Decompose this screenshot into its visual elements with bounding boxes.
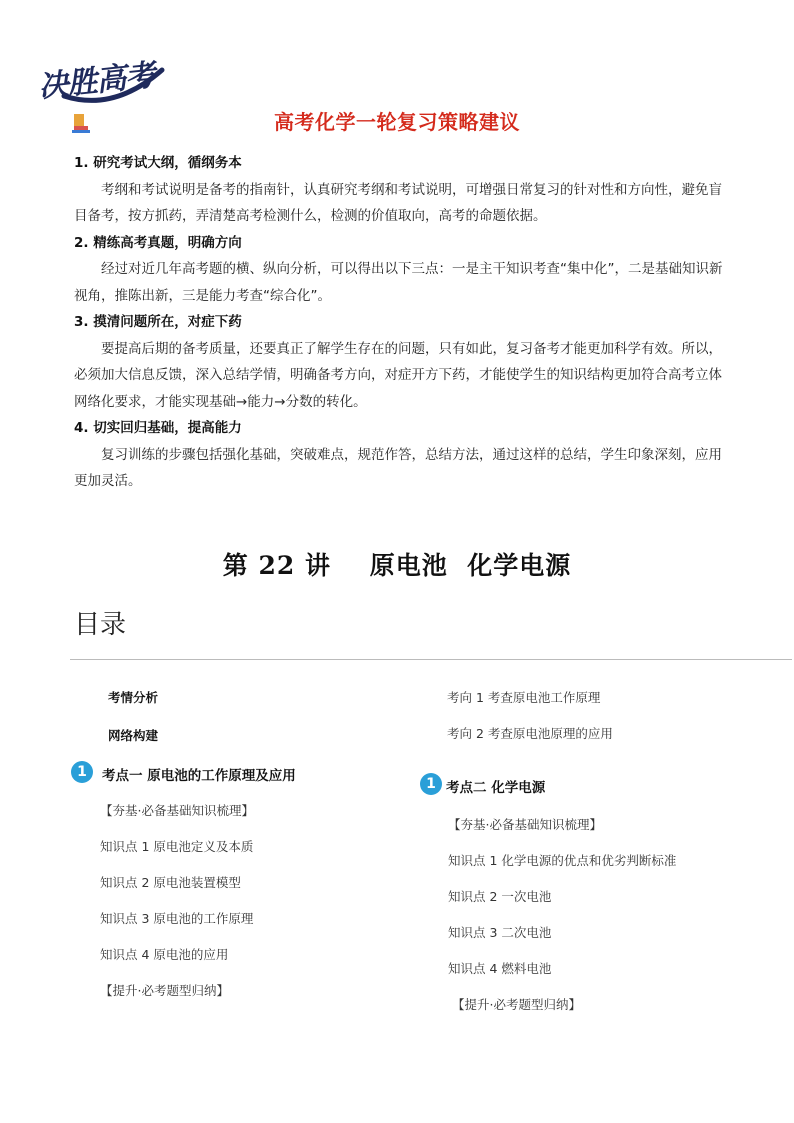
strategy-heading-2: 2. 精练高考真题，明确方向: [74, 234, 242, 251]
toc-item-section-2[interactable]: 考点二 化学电源: [446, 780, 546, 796]
toc-item-direction-1[interactable]: 考向 1 考查原电池工作原理: [447, 690, 601, 705]
strategy-section: [74, 150, 726, 495]
toc-item-network[interactable]: 网络构建: [108, 728, 159, 743]
toc-item-knowledge-1-1[interactable]: 知识点 1 原电池定义及本质: [100, 839, 254, 854]
lecture-title: 第 22 讲 原电池 化学电源: [222, 551, 572, 580]
toc-item-promote-2[interactable]: 【提升·必考题型归纳】: [452, 997, 581, 1012]
toc-item-analysis[interactable]: 考情分析: [108, 690, 159, 705]
toc-item-section-1[interactable]: 考点一 原电池的工作原理及应用: [102, 768, 296, 784]
toc-item-direction-2[interactable]: 考向 2 考查原电池原理的应用: [447, 726, 613, 741]
strategy-body-1: 考纲和考试说明是备考的指南针，认真研究考纲和考试说明，可增强日常复习的针对性和方向性，避免盲目备考，按方抓药，弄清楚高考检测什么，检测的价值取向，高考的命题依据。: [74, 181, 722, 224]
strategy-heading-1: 1. 研究考试大纲，循纲务本: [74, 155, 242, 171]
toc-item-foundation-1[interactable]: 【夯基·必备基础知识梳理】: [100, 803, 254, 818]
toc-item-knowledge-1-4[interactable]: 知识点 4 原电池的应用: [100, 947, 229, 962]
toc-divider: [70, 659, 792, 660]
toc-item-foundation-2[interactable]: 【夯基·必备基础知识梳理】: [448, 817, 602, 832]
toc-item-knowledge-1-2[interactable]: 知识点 2 原电池装置模型: [100, 875, 241, 890]
strategy-body-3: 要提高后期的备考质量，还要真正了解学生存在的问题，只有如此，复习备考才能更加科学有效。所以，必须加大信息反馈，深入总结学情，明确备考方向，对症开方下药，才能使学生的知识结构更加符合高考立体网络化要求，才能实现基础→能力→分数的转化。: [74, 340, 722, 410]
toc-item-knowledge-2-3[interactable]: 知识点 3 二次电池: [448, 925, 552, 940]
toc-item-promote-1[interactable]: 【提升·必考题型归纳】: [100, 983, 229, 998]
logo-text: 决胜高考: [36, 58, 156, 105]
section-number-badge-2: 1: [420, 773, 442, 795]
toc-item-knowledge-2-2[interactable]: 知识点 2 一次电池: [448, 889, 552, 904]
strategy-heading-3: 3. 摸清问题所在，对症下药: [74, 314, 242, 330]
page-title: 高考化学一轮复习策略建议: [274, 110, 520, 134]
strategy-body-4: 复习训练的步骤包括强化基础，突破难点，规范作答，总结方法，通过这样的总结，学生印象深刻，应用更加灵活。: [74, 446, 722, 489]
section-number-badge-1: 1: [71, 761, 93, 783]
strategy-body-2: 经过对近几年高考题的横、纵向分析，可以得出以下三点：一是主干知识考查“集中化”，二是基础知识新视角，推陈出新，三是能力考查“综合化”。: [74, 261, 723, 304]
toc-title: 目录: [74, 610, 127, 640]
toc-item-knowledge-2-4[interactable]: 知识点 4 燃料电池: [448, 961, 552, 976]
toc-item-knowledge-1-3[interactable]: 知识点 3 原电池的工作原理: [100, 911, 254, 926]
strategy-heading-4: 4. 切实回归基础，提高能力: [74, 420, 242, 436]
toc-item-knowledge-2-1[interactable]: 知识点 1 化学电源的优点和优劣判断标准: [448, 853, 677, 868]
